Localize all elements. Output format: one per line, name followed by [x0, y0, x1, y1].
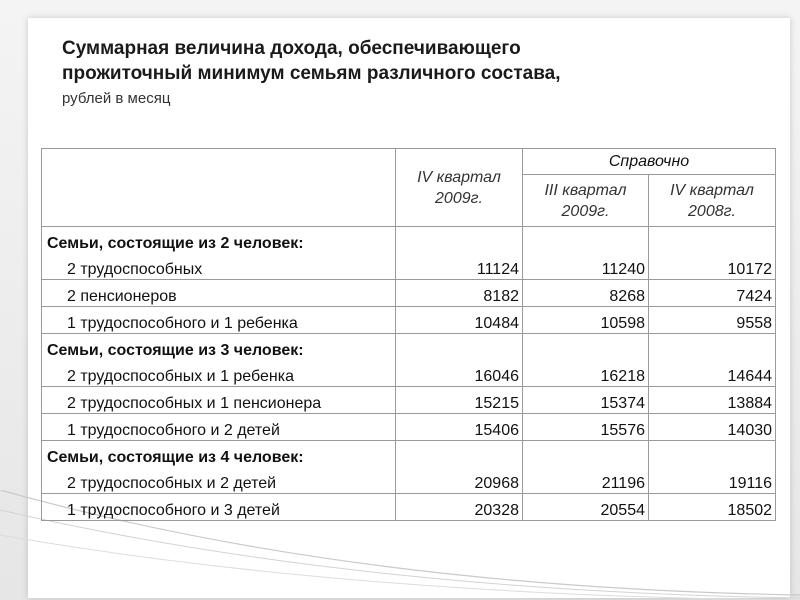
table-row: [42, 467, 776, 494]
group-row: [42, 441, 776, 468]
group-empty-cell: [396, 334, 523, 361]
row-label: 2 трудоспособных и 1 ребенка: [42, 360, 396, 387]
header-col-q4-2008: IV квартал 2008г.: [649, 175, 776, 227]
table-row: [42, 387, 776, 414]
header-col-q4-2009: IV квартал 2009г.: [396, 149, 523, 227]
group-empty-cell: [649, 441, 776, 468]
header-row-1: [42, 149, 776, 175]
table-body: [42, 227, 776, 521]
value-q4-2008: 7424: [649, 280, 776, 307]
row-label: 2 пенсионеров: [42, 280, 396, 307]
group-title: Семьи, состоящие из 3 человек:: [42, 334, 396, 361]
value-q4-2008: 18502: [649, 494, 776, 521]
group-empty-cell: [649, 334, 776, 361]
value-q3-2009: 15374: [523, 387, 649, 414]
page-subtitle: рублей в месяц: [62, 90, 171, 107]
group-empty-cell: [523, 227, 649, 254]
value-q4-2008: 19116: [649, 467, 776, 494]
table-row: [42, 253, 776, 280]
group-empty-cell: [396, 227, 523, 254]
group-empty-cell: [523, 334, 649, 361]
table-row: [42, 414, 776, 441]
value-q3-2009: 16218: [523, 360, 649, 387]
header-reference: Справочно: [523, 149, 776, 175]
group-row: [42, 334, 776, 361]
page-title: [62, 36, 722, 86]
table-row: [42, 494, 776, 521]
value-q3-2009: 10598: [523, 307, 649, 334]
value-q3-2009: 20554: [523, 494, 649, 521]
value-q4-2008: 14030: [649, 414, 776, 441]
value-q4-2009: 11124: [396, 253, 523, 280]
value-q4-2009: 15406: [396, 414, 523, 441]
value-q4-2009: 8182: [396, 280, 523, 307]
title-line-2: прожиточный минимум семьям различного состава,: [62, 63, 561, 84]
value-q3-2009: 11240: [523, 253, 649, 280]
row-label: 1 трудоспособного и 2 детей: [42, 414, 396, 441]
row-label: 1 трудоспособного и 1 ребенка: [42, 307, 396, 334]
value-q4-2009: 20328: [396, 494, 523, 521]
group-empty-cell: [523, 441, 649, 468]
group-empty-cell: [649, 227, 776, 254]
income-table: [41, 148, 776, 521]
value-q4-2009: 10484: [396, 307, 523, 334]
table-row: [42, 360, 776, 387]
table-row: [42, 280, 776, 307]
row-label: 2 трудоспособных и 1 пенсионера: [42, 387, 396, 414]
value-q3-2009: 15576: [523, 414, 649, 441]
value-q4-2008: 13884: [649, 387, 776, 414]
group-row: [42, 227, 776, 254]
header-col-q3-2009: III квартал 2009г.: [523, 175, 649, 227]
value-q4-2008: 9558: [649, 307, 776, 334]
value-q4-2009: 20968: [396, 467, 523, 494]
value-q4-2008: 10172: [649, 253, 776, 280]
header-blank-cell: [42, 149, 396, 227]
value-q4-2009: 15215: [396, 387, 523, 414]
title-line-1: Суммарная величина дохода, обеспечивающего: [62, 38, 521, 59]
row-label: 2 трудоспособных и 2 детей: [42, 467, 396, 494]
value-q4-2009: 16046: [396, 360, 523, 387]
group-title: Семьи, состоящие из 2 человек:: [42, 227, 396, 254]
value-q3-2009: 21196: [523, 467, 649, 494]
group-title: Семьи, состоящие из 4 человек:: [42, 441, 396, 468]
group-empty-cell: [396, 441, 523, 468]
value-q3-2009: 8268: [523, 280, 649, 307]
value-q4-2008: 14644: [649, 360, 776, 387]
row-label: 2 трудоспособных: [42, 253, 396, 280]
row-label: 1 трудоспособного и 3 детей: [42, 494, 396, 521]
table-row: [42, 307, 776, 334]
